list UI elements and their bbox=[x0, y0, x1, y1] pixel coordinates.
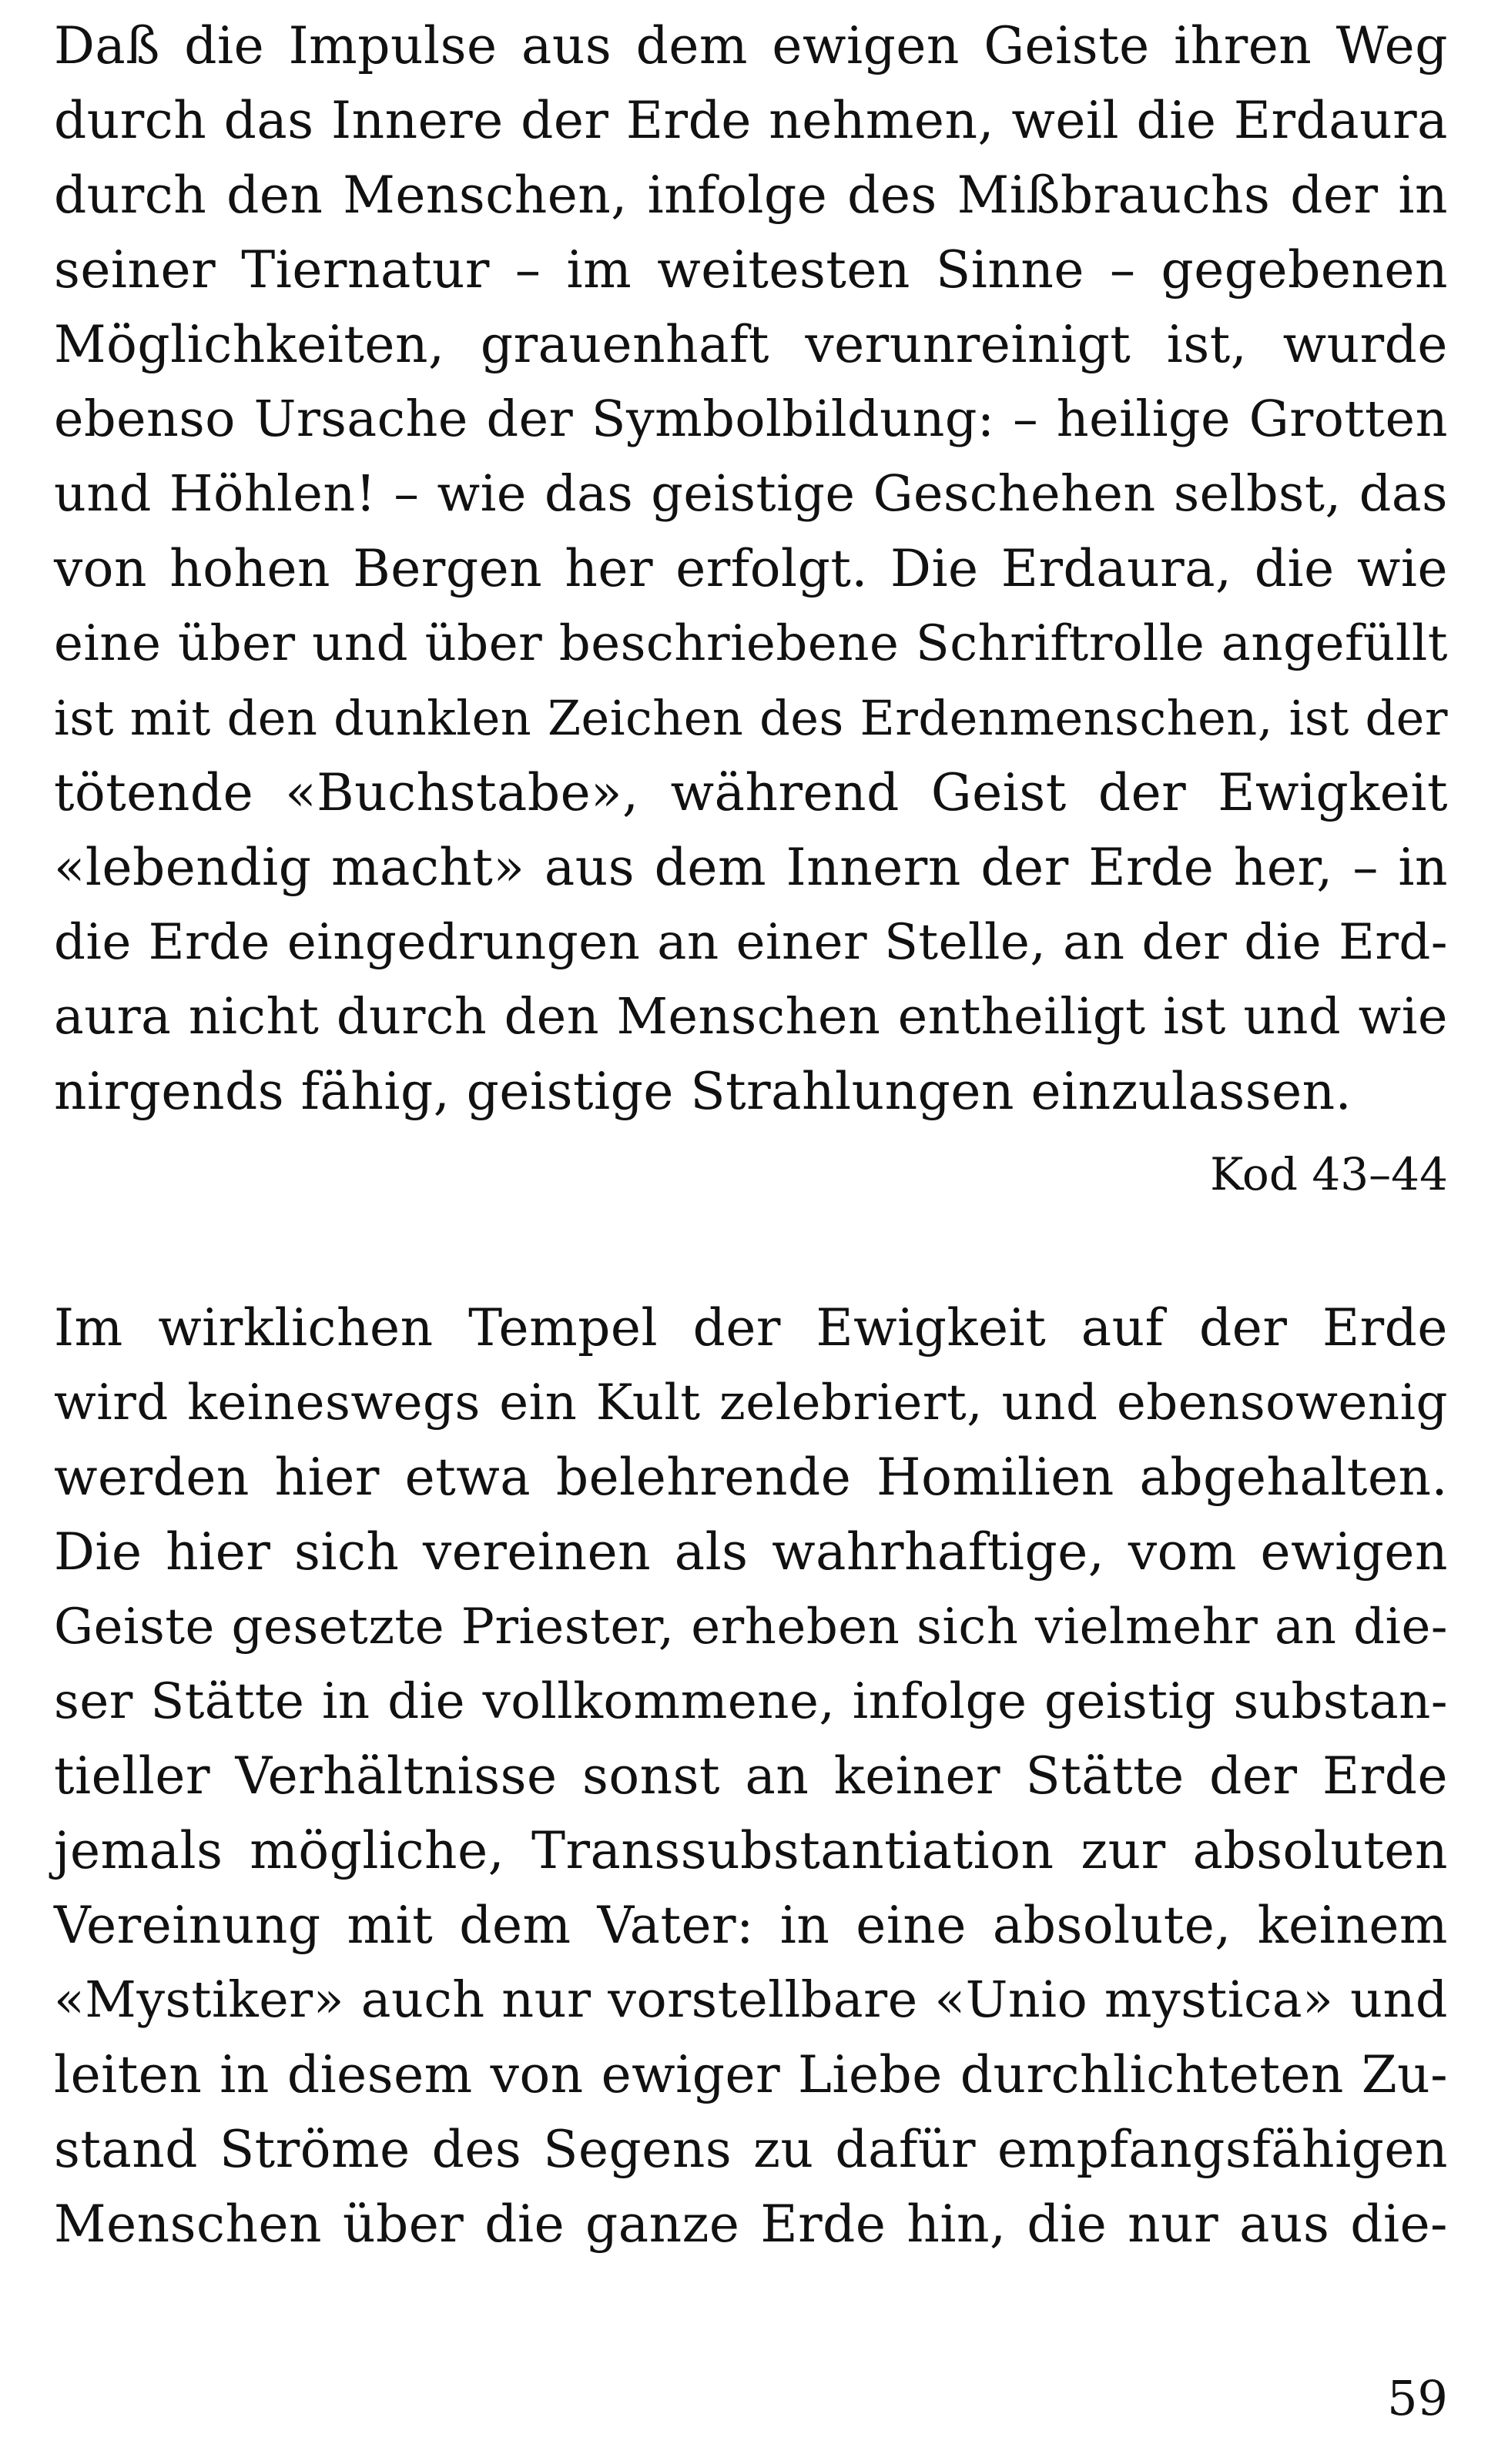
passage-2-line-10: «Mystiker» auch nur vorstellbare «Unio mystica» und bbox=[54, 1971, 1448, 2029]
passage-1-line-3: durch den Menschen, infolge des Mißbrauchs der in bbox=[54, 166, 1448, 225]
passage-2-line-7: tieller Verhältnisse sonst an keiner Stätte der Erde bbox=[54, 1746, 1448, 1806]
passage-2-line-4: Die hier sich vereinen als wahrhaftige, vom ewigen bbox=[54, 1522, 1448, 1582]
passage-2-line-2: wird keineswegs ein Kult zelebriert, und ebensowenig bbox=[54, 1374, 1448, 1431]
passage-2-line-11: leiten in diesem von ewiger Liebe durchlichteten Zu- bbox=[54, 2045, 1448, 2104]
passage-1-line-10: ist mit den dunklen Zeichen des Erdenmenschen, ist der bbox=[54, 690, 1448, 746]
passage-1-source-reference: Kod 43–44 bbox=[1210, 1148, 1448, 1200]
passage-2-line-1: Im wirklichen Tempel der Ewigkeit auf der Erde bbox=[54, 1298, 1448, 1358]
passage-1-line-9: eine über und über beschriebene Schriftrolle angefüllt bbox=[54, 615, 1448, 672]
passage-1-line-15: nirgends fähig, geistige Strahlungen einzulassen. bbox=[54, 1062, 1352, 1121]
passage-1-line-14: aura nicht durch den Menschen entheiligt ist und wie bbox=[54, 988, 1448, 1046]
passage-1-line-4: seiner Tiernatur – im weitesten Sinne – gegebenen bbox=[54, 240, 1448, 300]
passage-1-line-12: «lebendig macht» aus dem Innern der Erde her, – in bbox=[54, 838, 1448, 897]
passage-1-line-1: Daß die Impulse aus dem ewigen Geiste ihren Weg bbox=[54, 16, 1448, 75]
passage-2-line-8: jemals mögliche, Transsubstantiation zur absoluten bbox=[54, 1821, 1448, 1880]
passage-2-line-6: ser Stätte in die vollkommene, infolge geistig substan- bbox=[54, 1673, 1448, 1730]
passage-1-line-6: ebenso Ursache der Symbolbildung: – heilige Grotten bbox=[54, 390, 1448, 448]
passage-1-line-8: von hohen Bergen her erfolgt. Die Erdaura, die wie bbox=[54, 539, 1448, 598]
passage-1-line-11: tötende «Buchstabe», während Geist der Ewigkeit bbox=[54, 763, 1448, 822]
page-number: 59 bbox=[1387, 2370, 1448, 2426]
passage-2-line-5: Geiste gesetzte Priester, erheben sich vielmehr an die- bbox=[54, 1599, 1448, 1656]
passage-2-line-13: Menschen über die ganze Erde hin, die nur aus die- bbox=[54, 2194, 1448, 2254]
passage-1-line-5: Möglichkeiten, grauenhaft verunreinigt ist, wurde bbox=[54, 315, 1448, 374]
passage-1-line-2: durch das Innere der Erde nehmen, weil die Erdaura bbox=[54, 91, 1448, 150]
passage-1-line-7: und Höhlen! – wie das geistige Geschehen selbst, das bbox=[54, 465, 1448, 523]
passage-1-line-13: die Erde eingedrungen an einer Stelle, an der die Erd- bbox=[54, 914, 1448, 971]
passage-2-line-9: Vereinung mit dem Vater: in eine absolute, keinem bbox=[54, 1896, 1448, 1955]
passage-2-line-12: stand Ströme des Segens zu dafür empfangsfähigen bbox=[54, 2120, 1448, 2179]
passage-2-line-3: werden hier etwa belehrende Homilien abgehalten. bbox=[54, 1448, 1448, 1507]
